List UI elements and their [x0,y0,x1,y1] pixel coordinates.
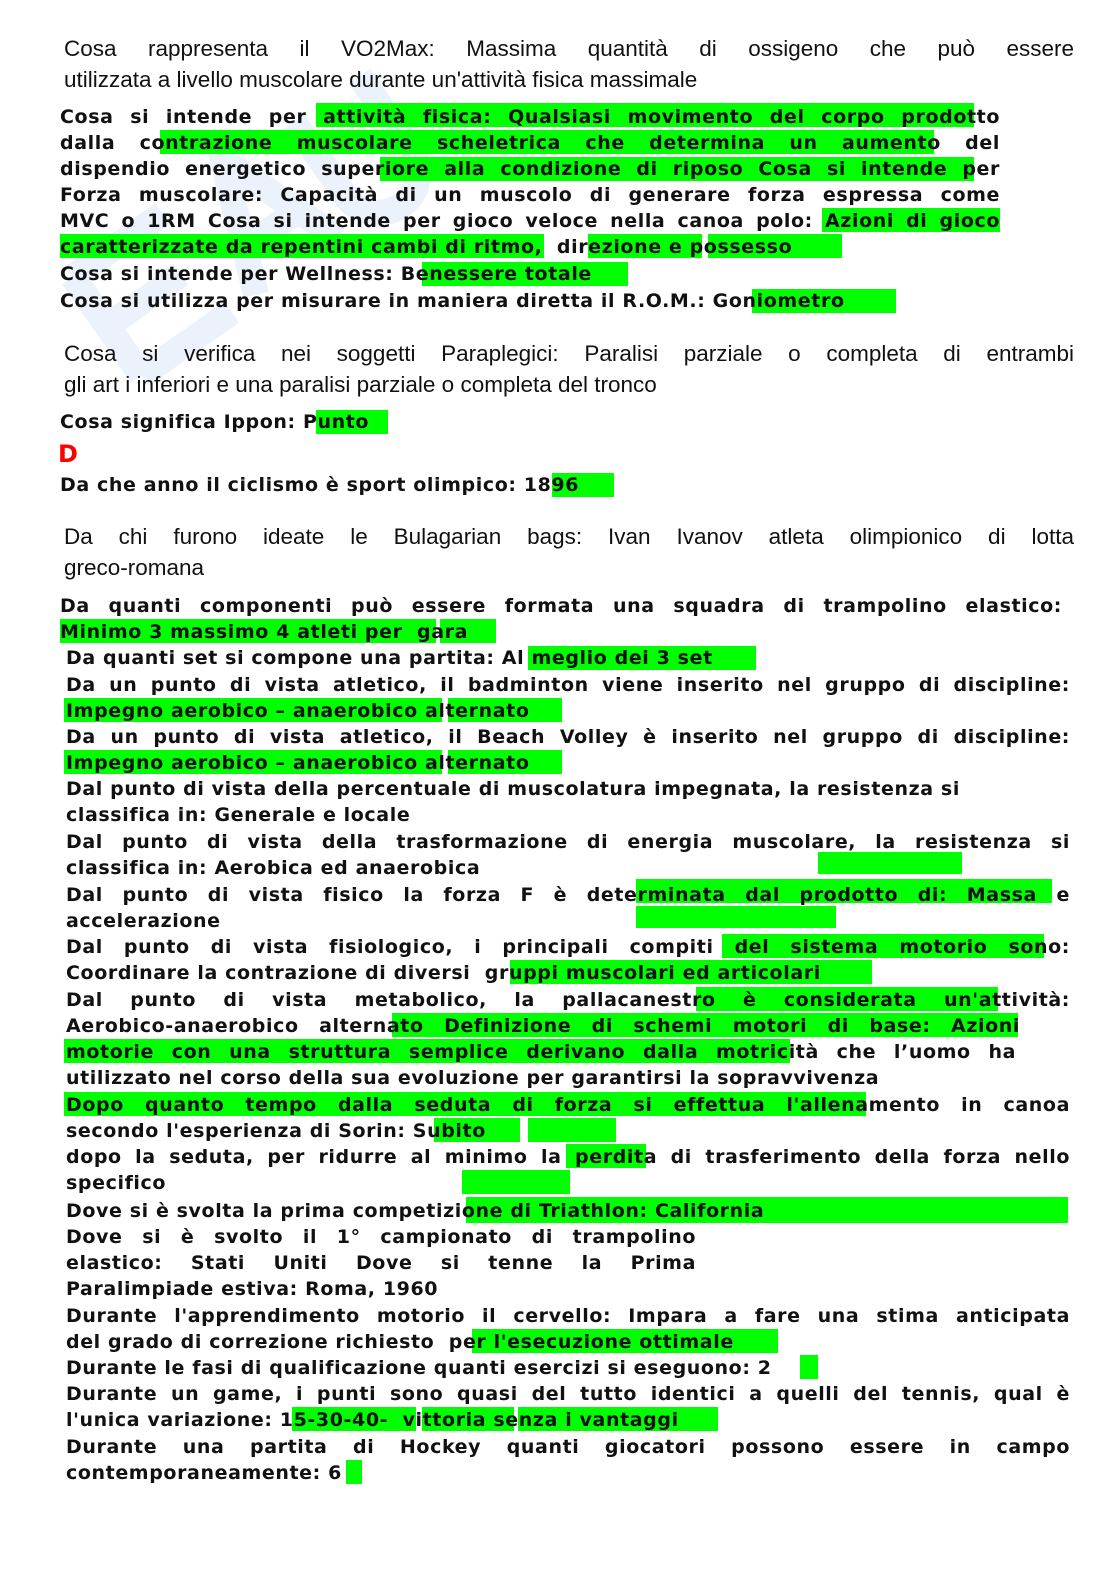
question-vo2max: Cosa rappresenta il VO2Max: Massima quantità di ossigeno che può essere [64,36,1074,61]
text-line: Impegno aerobico – anaerobico alternato [66,752,530,774]
text-line: Aerobico-anaerobico alternato Definizione di schemi motori di base: Azioni [66,1015,1020,1037]
text-line: Cosa si utilizza per misurare in maniera diretta il R.O.M.: Goniometro [60,290,845,312]
question-paraplegici: Cosa si verifica nei soggetti Paraplegici: Paralisi parziale o completa di entrambi [64,341,1074,366]
text-line: Paralimpiade estiva: Roma, 1960 [66,1278,439,1300]
text-line: l'unica variazione: 15-30-40- vittoria senza i vantaggi [66,1409,679,1431]
text-line: contemporaneamente: 6 [66,1462,342,1484]
section-letter: D [58,440,78,468]
text-line: Durante un game, i punti sono quasi del tutto identici a quelli del tennis, qual è [66,1383,1070,1405]
text-line: Da quanti set si compone una partita: Al meglio dei 3 set [66,647,713,669]
text-line: Da un punto di vista atletico, il Beach Volley è inserito nel gruppo di discipline: [66,726,1070,748]
text-line: specifico [66,1172,167,1194]
text-line: Dal punto di vista fisico la forza F è determinata dal prodotto di: Massa e [66,884,1070,906]
text-line: Da che anno il ciclismo è sport olimpico: 1896 [60,474,580,496]
text-line: utilizzato nel corso della sua evoluzione per garantirsi la sopravvivenza [66,1067,880,1089]
text-line: Impegno aerobico – anaerobico alternato [66,700,530,722]
text-line: dopo la seduta, per ridurre al minimo la perdita di trasferimento della forza nello [66,1146,1070,1168]
answer-paraplegici: gli art i inferiori e una paralisi parziale o completa del tronco [64,372,657,397]
text-line: Cosa si intende per Wellness: Benessere totale [60,263,592,285]
text-line: Cosa significa Ippon: Punto [60,411,370,433]
text-line: classifica in: Aerobica ed anaerobica [66,857,481,879]
text-line: accelerazione [66,910,221,932]
text-line: Cosa si intende per attività fisica: Qualsiasi movimento del corpo prodotto [60,106,1000,128]
text-line: Durante l'apprendimento motorio il cervello: Impara a fare una stima anticipata [66,1305,1070,1327]
text-line: Dopo quanto tempo dalla seduta di forza si effettua l'allenamento in canoa [66,1094,1070,1116]
text-line: Dal punto di vista metabolico, la pallacanestro è considerata un'attività: [66,989,1070,1011]
text-line: Da quanti componenti può essere formata una squadra di trampolino elastico: [60,595,1062,617]
text-line: Dove si è svolto il 1° campionato di trampolino [66,1226,696,1248]
text-line: Durante le fasi di qualificazione quanti esercizi si eseguono: 2 [66,1357,772,1379]
text-line: Forza muscolare: Capacità di un muscolo di generare forza espressa come [60,184,1000,206]
text-line: dalla contrazione muscolare scheletrica che determina un aumento del [60,132,1000,154]
text-line: Dove si è svolta la prima competizione di Triathlon: California [66,1200,765,1222]
text-line: del grado di correzione richiesto per l'esecuzione ottimale [66,1331,734,1353]
text-line: Durante una partita di Hockey quanti giocatori possono essere in campo [66,1436,1070,1458]
text-line: secondo l'esperienza di Sorin: Subito [66,1120,486,1142]
answer-bulgarian-bags: greco-romana [64,555,205,580]
text-line: classifica in: Generale e locale [66,804,411,826]
text-line: Coordinare la contrazione di diversi gruppi muscolari ed articolari [66,962,821,984]
text-line: Da un punto di vista atletico, il badminton viene inserito nel gruppo di discipline: [66,674,1070,696]
text-line: dispendio energetico superiore alla condizione di riposo Cosa si intende per [60,158,1000,180]
question-bulgarian-bags: Da chi furono ideate le Bulagarian bags: Ivan Ivanov atleta olimpionico di lotta [64,524,1074,549]
text-line: elastico: Stati Uniti Dove si tenne la Prima [66,1252,696,1274]
text-line: Dal punto di vista della trasformazione di energia muscolare, la resistenza si [66,831,1070,853]
text-line: MVC o 1RM Cosa si intende per gioco veloce nella canoa polo: Azioni di gioco [60,210,1000,232]
text-line: motorie con una struttura semplice derivano dalla motricità che l’uomo ha [66,1041,1016,1063]
text-line: Minimo 3 massimo 4 atleti per gara [60,621,469,643]
text-line: Dal punto di vista della percentuale di muscolatura impegnata, la resistenza si [66,778,960,800]
answer-vo2max: utilizzata a livello muscolare durante un'attività fisica massimale [64,67,698,92]
text-line: caratterizzate da repentini cambi di ritmo, direzione e possesso [60,236,793,258]
text-line: Dal punto di vista fisiologico, i principali compiti del sistema motorio sono: [66,936,1070,958]
